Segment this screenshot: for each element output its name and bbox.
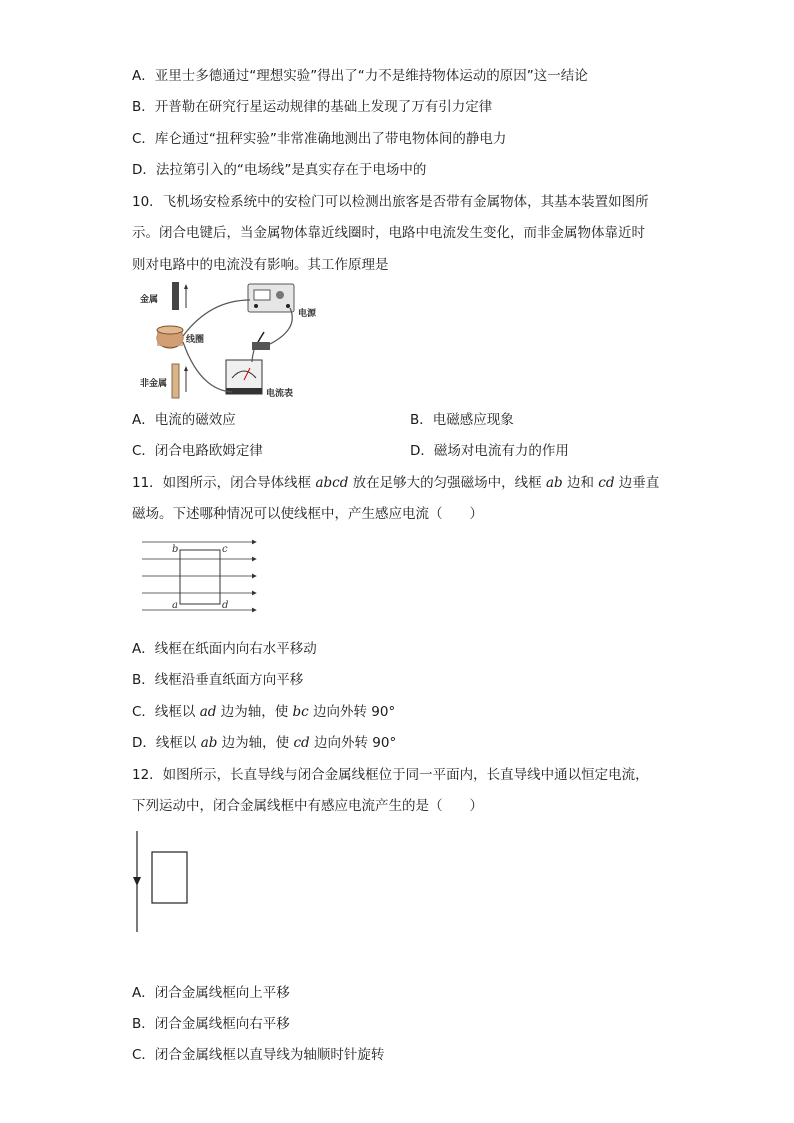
q10-label-ammeter: 电流表	[266, 389, 294, 399]
q12-option-c: C．闭合金属线框以直导线为轴顺时针旋转	[132, 1047, 385, 1063]
q10-label-metal: 金属	[140, 295, 159, 305]
q10-label-nonmetal: 非金属	[140, 379, 168, 389]
q11-option-c: C．线框以 ad 边为轴，使 bc 边向外转 90°	[132, 704, 396, 720]
q12-stem-line-1: 12．如图所示，长直导线与闭合金属线框位于同一平面内，长直导线中通以恒定电流，	[132, 767, 649, 783]
q11-label-b: b	[172, 544, 179, 555]
q11-option-a: A．线框在纸面内向右水平移动	[132, 641, 317, 657]
q10-option-d: D．磁场对电流有力的作用	[410, 443, 569, 459]
q9-option-c: C．库仑通过“扭秤实验”非常准确地测出了带电物体间的静电力	[132, 131, 507, 147]
metal-loop	[152, 852, 187, 903]
q10-stem-line-1: 10．飞机场安检系统中的安检门可以检测出旅客是否带有金属物体，其基本装置如图所	[132, 194, 649, 210]
q12-wire-loop-figure	[130, 828, 200, 936]
q9-option-b: B．开普勒在研究行星运动规律的基础上发现了万有引力定律	[132, 99, 493, 115]
q10-option-b: B．电磁感应现象	[410, 412, 514, 428]
q10-stem-line-3: 则对电路中的电流没有影响。其工作原理是	[132, 257, 389, 273]
q10-apparatus-drawing	[140, 280, 330, 405]
q11-field-drawing	[140, 538, 265, 623]
q10-stem-line-2: 示。闭合电键后，当金属物体靠近线圈时，电路中电流发生变化，而非金属物体靠近时	[132, 225, 645, 241]
q11-stem-line-1: 11．如图所示，闭合导体线框 abcd 放在足够大的匀强磁场中，线框 ab 边和 cd 边垂直	[132, 475, 660, 491]
q11-label-d: d	[222, 600, 229, 611]
metal-rod	[172, 282, 179, 310]
q10-apparatus-figure	[140, 280, 330, 405]
q10-option-c: C．闭合电路欧姆定律	[132, 443, 263, 459]
q10-label-coil: 线圈	[186, 335, 205, 345]
q12-option-b: B．闭合金属线框向右平移	[132, 1016, 290, 1032]
nonmetal-rod	[172, 364, 179, 398]
loop-abcd	[180, 550, 220, 604]
q11-label-c: c	[222, 544, 228, 555]
q10-option-a: A．电流的磁效应	[132, 412, 236, 428]
q11-stem-line-2: 磁场。下述哪种情况可以使线框中，产生感应电流（ ）	[132, 506, 483, 522]
q9-option-a: A．亚里士多德通过“理想实验”得出了“力不是维持物体运动的原因”这一结论	[132, 68, 588, 84]
q12-option-a: A．闭合金属线框向上平移	[132, 985, 290, 1001]
current-arrow	[133, 877, 141, 886]
q10-label-power: 电源	[298, 309, 317, 319]
q12-drawing	[130, 828, 200, 936]
q11-loop-figure	[140, 538, 265, 623]
q11-option-b: B．线框沿垂直纸面方向平移	[132, 672, 304, 688]
q11-label-a: a	[172, 600, 178, 611]
q9-option-d: D．法拉第引入的“电场线”是真实存在于电场中的	[132, 162, 427, 178]
q12-stem-line-2: 下列运动中，闭合金属线框中有感应电流产生的是（ ）	[132, 798, 483, 814]
q11-option-d: D．线框以 ab 边为轴，使 cd 边向外转 90°	[132, 735, 397, 751]
